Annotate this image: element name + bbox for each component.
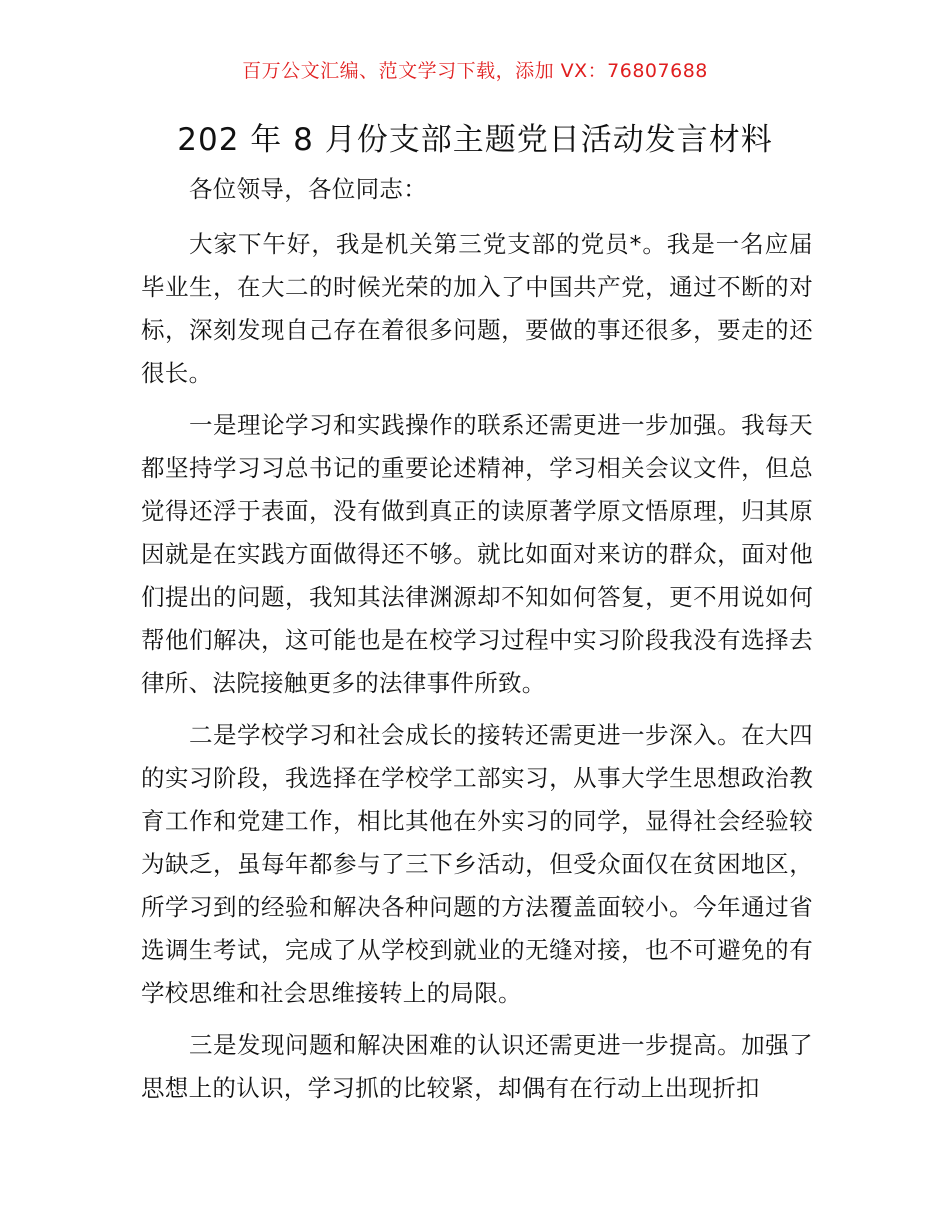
paragraph-point-one: 一是理论学习和实践操作的联系还需更进一步加强。我每天都坚持学习习总书记的重要论述精神，学习相关会议文件，但总觉得还浮于表面，没有做到真正的读原著学原文悟原理，归其原因就是在实践方面做得还不够。就比如面对来访的群众，面对他们提出的问题，我知其法律渊源却不知如何答复，更不用说如何帮他们解决，这可能也是在校学习过程中实习阶段我没有选择去律所、法院接触更多的法律事件所致。 xyxy=(141,411,813,697)
paragraph-point-three: 三是发现问题和解决困难的认识还需更进一步提高。加强了思想上的认识，学习抓的比较紧，却偶有在行动上出现折扣 xyxy=(141,1031,813,1102)
document-body xyxy=(141,168,813,1119)
document-title: 202 年 8 月份支部主题党日活动发言材料 xyxy=(177,122,773,158)
paragraph-point-two: 二是学校学习和社会成长的接转还需更进一步深入。在大四的实习阶段，我选择在学校学工部实习，从事大学生思想政治教育工作和党建工作，相比其他在外实习的同学，显得社会经验较为缺乏，虽每年都参与了三下乡活动，但受众面仅在贫困地区，所学习到的经验和解决各种问题的方法覆盖面较小。今年通过省选调生考试，完成了从学校到就业的无缝对接，也不可避免的有学校思维和社会思维接转上的局限。 xyxy=(141,721,813,1007)
greeting-line: 各位领导，各位同志： xyxy=(189,175,427,203)
paragraph-intro: 大家下午好，我是机关第三党支部的党员*。我是一名应届毕业生，在大二的时候光荣的加入了中国共产党，通过不断的对标，深刻发现自己存在着很多问题，要做的事还很多，要走的还很长。 xyxy=(141,230,813,387)
header-watermark-note: 百万公文汇编、范文学习下载，添加 VX：76807688 xyxy=(242,60,708,82)
